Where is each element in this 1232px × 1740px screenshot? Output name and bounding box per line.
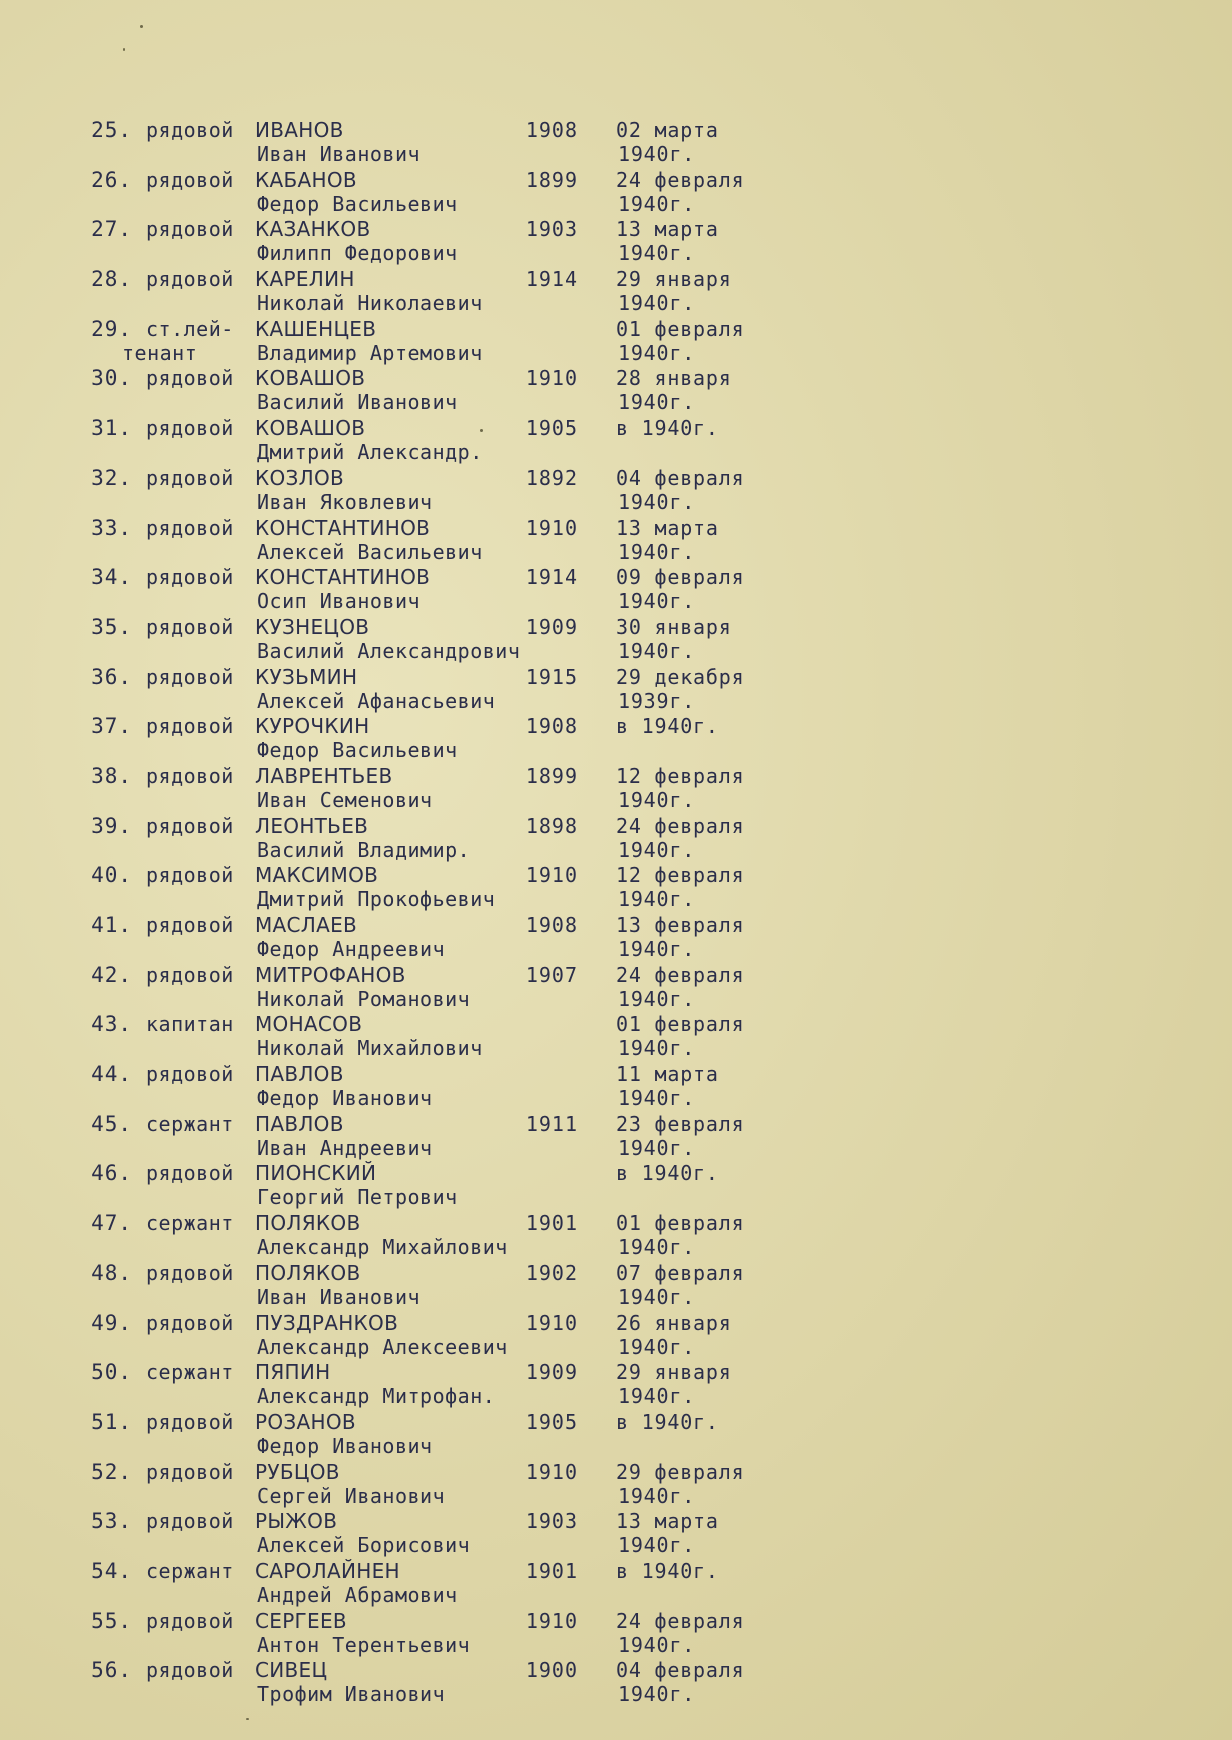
entry-death-date: 24 февраля [616,167,745,192]
entry-birth-year: 1911 [525,1111,578,1136]
entry-death-year: 1940г. [618,1384,696,1409]
entry-death-year: 1940г. [618,986,696,1011]
entry-number: 48. [91,1260,132,1285]
entry-number: 43. [91,1012,132,1037]
entry-given-names: Федор Иванович [257,1086,433,1111]
entry-death-date: 13 марта [616,1509,719,1534]
entry-given-names: Дмитрий Александр. [257,440,483,465]
entry-birth-year: 1899 [525,763,578,788]
entry-surname: МАКСИМОВ [255,863,379,888]
entry-surname: КОВАШОВ [255,416,366,441]
entry-number: 56. [91,1658,132,1683]
entry-death-date: 24 февраля [616,1608,745,1633]
entry-rank: рядовой [146,217,234,242]
entry-death-year: 1940г. [618,1086,696,1111]
entry-given-names: Василий Александрович [257,638,521,663]
entry-death-date: 30 января [616,614,732,639]
entry-surname: ПИОНСКИЙ [255,1161,377,1186]
entry-birth-year: 1910 [525,863,578,888]
list-entry [0,1261,1232,1311]
entry-given-names: Трофим Иванович [257,1682,446,1707]
entry-number: 52. [91,1459,132,1484]
entry-surname: МИТРОФАНОВ [255,962,406,987]
entry-number: 45. [91,1111,132,1136]
entry-rank: рядовой [146,1260,234,1285]
entry-death-year: 1940г. [618,291,696,316]
entry-surname: ПАВЛОВ [255,1111,344,1136]
entry-number: 27. [91,217,132,242]
entry-rank: рядовой [146,614,234,639]
entry-rank: сержант [146,1360,234,1385]
list-entry [0,366,1232,416]
entry-surname: ПУЗДРАНКОВ [255,1310,399,1335]
entry-death-year: 1940г. [618,1284,696,1309]
entry-rank: рядовой [146,863,234,888]
entry-death-date: 07 февраля [616,1260,745,1285]
list-entry [0,1410,1232,1460]
entry-death-date: 29 февраля [616,1459,745,1484]
entry-number: 28. [91,267,132,292]
entry-surname: КОВАШОВ [255,366,366,391]
entry-birth-year: 1908 [525,118,578,142]
entry-number: 31. [91,416,132,441]
entry-given-names: Филипп Федорович [257,241,458,266]
entry-rank: рядовой [146,962,234,987]
entry-death-date: 01 февраля [616,1211,745,1236]
entry-rank: рядовой [146,515,234,540]
entry-number: 47. [91,1211,132,1236]
entry-birth-year: 1910 [525,1459,578,1484]
entry-death-year: 1940г. [618,887,696,912]
entry-rank: рядовой [146,813,234,838]
list-entry [0,516,1232,566]
entry-birth-year: 1902 [525,1260,578,1285]
entry-birth-year: 1908 [525,714,578,739]
entry-number: 34. [91,565,132,590]
list-entry [0,1211,1232,1261]
entry-given-names: Владимир Артемович [257,340,483,365]
entry-number: 33. [91,515,132,540]
entry-given-names: Василий Владимир. [257,837,471,862]
entry-birth-year: 1910 [525,366,578,391]
entry-surname: ПОЛЯКОВ [255,1211,361,1236]
entry-death-year: 1940г. [618,1632,696,1657]
entry-number: 36. [91,664,132,689]
entry-death-date: 29 декабря [616,664,745,689]
entry-given-names: Николай Николаевич [257,291,483,316]
entry-surname: КУЗНЕЦОВ [255,614,370,639]
entry-birth-year: 1909 [525,1360,578,1385]
entry-number: 46. [91,1161,132,1186]
entry-given-names: Иван Андреевич [257,1135,433,1160]
list-entry [0,1062,1232,1112]
entry-number: 38. [91,763,132,788]
entry-surname: КАРЕЛИН [255,267,355,292]
entry-death-year: 1940г. [618,937,696,961]
entry-rank: рядовой [146,416,234,441]
entry-death-date: 13 марта [616,515,719,540]
entry-death-date: 04 февраля [616,1658,745,1683]
entry-rank: рядовой [146,366,234,391]
entry-given-names: Александр Алексеевич [257,1334,508,1359]
entry-death-year: 1940г. [618,1682,696,1707]
entry-given-names: Иван Семенович [257,787,433,812]
entry-death-date: 24 февраля [616,962,745,987]
entry-death-year: 1940г. [618,340,696,365]
entry-birth-year: 1914 [525,267,578,292]
entry-death-date: 01 февраля [616,316,745,341]
entry-given-names: Иван Иванович [257,142,421,166]
entry-rank: рядовой [146,118,234,142]
list-entry [0,1460,1232,1510]
entry-surname: РОЗАНОВ [255,1409,356,1434]
entry-given-names: Василий Иванович [257,390,458,415]
entry-given-names: Андрей Абрамович [257,1582,458,1607]
list-entry [0,1509,1232,1559]
list-entry [0,317,1232,367]
entry-death-date: в 1940г. [616,416,719,441]
entry-surname: МАСЛАЕВ [255,913,358,937]
entry-given-names: Александр Митрофан. [257,1384,496,1409]
entry-surname: КАБАНОВ [255,167,357,192]
entry-given-names: Антон Терентьевич [257,1632,471,1657]
entry-number: 51. [91,1409,132,1434]
entry-given-names: Федор Андреевич [257,937,446,961]
entry-surname: ПЯПИН [255,1360,331,1385]
entry-given-names: Федор Иванович [257,1433,433,1458]
entry-death-year: 1940г. [618,142,696,166]
entry-number: 42. [91,962,132,987]
entry-rank: рядовой [146,1658,234,1683]
list-entry [0,1658,1232,1708]
entry-birth-year: 1914 [525,565,578,590]
list-entry [0,416,1232,466]
entry-number: 50. [91,1360,132,1385]
entry-surname: КУРОЧКИН [255,714,370,739]
list-entry [0,1161,1232,1211]
entry-death-date: 04 февраля [616,465,745,490]
entry-death-date: 29 января [616,267,732,292]
entry-surname: КОЗЛОВ [255,465,345,490]
entry-surname: КУЗЬМИН [255,664,358,689]
entry-surname: ПОЛЯКОВ [255,1260,361,1285]
entry-birth-year: 1901 [525,1558,578,1583]
list-entry [0,1012,1232,1062]
entry-birth-year: 1905 [525,1409,578,1434]
entry-birth-year: 1909 [525,614,578,639]
entry-death-date: в 1940г. [616,1558,719,1583]
list-entry [0,466,1232,516]
entry-surname: ПАВЛОВ [255,1062,344,1087]
entry-rank: сержант [146,1111,234,1136]
entry-rank: ст.лей- [146,316,234,341]
entry-surname: СЕРГЕЕВ [255,1608,347,1633]
entry-given-names: Федор Васильевич [257,738,458,763]
entry-given-names: Осип Иванович [257,589,421,614]
entry-number: 55. [91,1608,132,1633]
entry-death-date: в 1940г. [616,1161,719,1186]
entry-birth-year: 1903 [525,1509,578,1534]
entry-death-date: 01 февраля [616,1012,745,1037]
entry-rank: рядовой [146,1161,234,1186]
entry-rank: рядовой [146,1062,234,1087]
entry-given-names: Александр Михайлович [257,1235,508,1260]
entry-rank-continued: тенант [122,340,198,365]
entry-number: 39. [91,813,132,838]
list-entry [0,168,1232,218]
entry-rank: рядовой [146,913,234,937]
entry-birth-year: 1908 [525,913,578,937]
entry-given-names: Дмитрий Прокофьевич [257,887,496,912]
entry-given-names: Николай Романович [257,986,471,1011]
entry-birth-year: 1899 [525,167,578,192]
entry-death-year: 1940г. [618,1533,696,1558]
list-entry [0,714,1232,764]
entry-death-year: 1940г. [618,191,696,216]
entry-birth-year: 1905 [525,416,578,441]
entry-death-year: 1940г. [618,489,696,514]
entry-number: 54. [91,1558,132,1583]
list-entry [0,118,1232,168]
entry-number: 29. [91,316,132,341]
entry-death-date: 13 февраля [616,913,745,937]
list-entry [0,267,1232,317]
entry-number: 40. [91,863,132,888]
entry-birth-year: 1901 [525,1211,578,1236]
entry-death-date: 02 марта [616,118,719,142]
entry-number: 25. [91,118,132,142]
entry-given-names: Сергей Иванович [257,1483,446,1508]
entry-death-year: 1940г. [618,638,696,663]
entry-given-names: Николай Михайлович [257,1036,483,1061]
entry-death-year: 1940г. [618,1235,696,1260]
entry-rank: рядовой [146,1459,234,1484]
entry-death-year: 1940г. [618,241,696,266]
entry-given-names: Иван Иванович [257,1284,421,1309]
entry-death-year: 1940г. [618,589,696,614]
entry-death-year: 1940г. [618,837,696,862]
entry-birth-year: 1910 [525,1310,578,1335]
entry-given-names: Георгий Петрович [257,1185,458,1210]
entry-rank: рядовой [146,267,234,292]
paper-speck [246,1718,249,1720]
entry-given-names: Алексей Борисович [257,1533,471,1558]
casualty-list [0,118,1232,1708]
list-entry [0,1311,1232,1361]
entry-birth-year: 1910 [525,515,578,540]
paper-speck [140,25,143,28]
entry-rank: сержант [146,1558,234,1583]
entry-birth-year: 1898 [525,813,578,838]
entry-death-year: 1940г. [618,787,696,812]
entry-surname: ЛАВРЕНТЬЕВ [255,763,393,788]
entry-rank: рядовой [146,1509,234,1534]
entry-number: 32. [91,465,132,490]
entry-rank: рядовой [146,763,234,788]
entry-death-date: 13 марта [616,217,719,242]
list-entry [0,615,1232,665]
list-entry [0,814,1232,864]
entry-death-year: 1940г. [618,539,696,564]
entry-birth-year: 1903 [525,217,578,242]
entry-death-date: 09 февраля [616,565,745,590]
entry-number: 35. [91,614,132,639]
entry-number: 41. [91,913,132,937]
entry-death-date: 24 февраля [616,813,745,838]
entry-surname: САРОЛАЙНЕН [255,1558,400,1583]
entry-rank: рядовой [146,565,234,590]
entry-rank: капитан [146,1012,234,1037]
entry-rank: рядовой [146,465,234,490]
list-entry [0,1360,1232,1410]
list-entry [0,1112,1232,1162]
list-entry [0,1609,1232,1659]
entry-surname: СИВЕЦ [255,1658,328,1683]
entry-rank: сержант [146,1211,234,1236]
list-entry [0,565,1232,615]
entry-number: 53. [91,1509,132,1534]
entry-surname: КОНСТАНТИНОВ [255,565,431,590]
entry-number: 49. [91,1310,132,1335]
entry-surname: ЛЕОНТЬЕВ [255,813,369,838]
entry-birth-year: 1900 [525,1658,578,1683]
list-entry [0,217,1232,267]
entry-given-names: Алексей Васильевич [257,539,483,564]
entry-death-date: 26 января [616,1310,732,1335]
entry-surname: КАШЕНЦЕВ [255,316,377,341]
entry-rank: рядовой [146,1608,234,1633]
entry-birth-year: 1915 [525,664,578,689]
entry-surname: РУБЦОВ [255,1459,340,1484]
entry-death-year: 1940г. [618,1334,696,1359]
list-entry [0,913,1232,963]
entry-rank: рядовой [146,664,234,689]
entry-death-year: 1940г. [618,390,696,415]
entry-birth-year: 1910 [525,1608,578,1633]
entry-birth-year: 1892 [525,465,578,490]
entry-death-date: 29 января [616,1360,732,1385]
entry-death-date: в 1940г. [616,714,719,739]
entry-death-year: 1940г. [618,1483,696,1508]
entry-birth-year: 1907 [525,962,578,987]
paper-speck [123,48,125,51]
entry-surname: МОНАСОВ [255,1012,363,1037]
entry-death-date: 28 января [616,366,732,391]
list-entry [0,1559,1232,1609]
list-entry [0,863,1232,913]
entry-death-date: 11 марта [616,1062,719,1087]
entry-death-date: 23 февраля [616,1111,745,1136]
list-entry [0,764,1232,814]
entry-death-date: в 1940г. [616,1409,719,1434]
entry-rank: рядовой [146,1409,234,1434]
entry-death-year: 1940г. [618,1036,696,1061]
entry-given-names: Алексей Афанасьевич [257,688,496,713]
entry-rank: рядовой [146,714,234,739]
list-entry [0,963,1232,1013]
entry-death-date: 12 февраля [616,863,745,888]
entry-number: 37. [91,714,132,739]
entry-death-year: 1940г. [618,1135,696,1160]
entry-number: 44. [91,1062,132,1087]
entry-death-year: 1939г. [618,688,696,713]
entry-given-names: Иван Яковлевич [257,489,433,514]
entry-surname: ИВАНОВ [255,118,344,142]
entry-rank: рядовой [146,167,234,192]
entry-surname: КОНСТАНТИНОВ [255,515,431,540]
entry-number: 30. [91,366,132,391]
entry-surname: РЫЖОВ [255,1509,338,1534]
entry-given-names: Федор Васильевич [257,191,458,216]
entry-number: 26. [91,167,132,192]
entry-death-date: 12 февраля [616,763,745,788]
entry-surname: КАЗАНКОВ [255,217,371,242]
list-entry [0,665,1232,715]
entry-rank: рядовой [146,1310,234,1335]
